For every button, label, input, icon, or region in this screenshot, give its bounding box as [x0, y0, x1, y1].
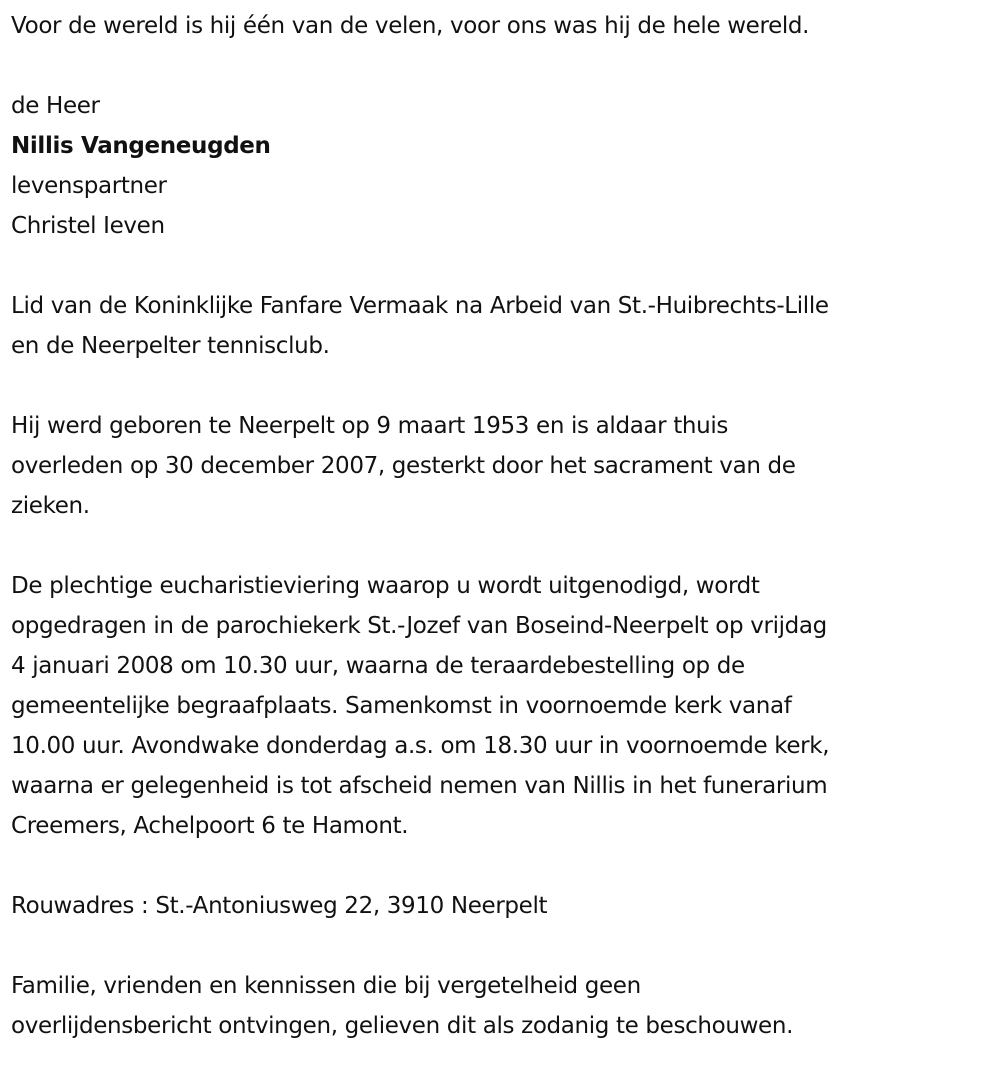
ceremony-line: De plechtige eucharistieviering waarop u wordt uitgenodigd, wordt	[11, 573, 760, 599]
spacer	[11, 846, 993, 886]
spacer	[11, 526, 993, 566]
motto-text: Voor de wereld is hij één van de velen, voor ons was hij de hele wereld.	[11, 13, 810, 39]
membership-line: en de Neerpelter tennisclub.	[11, 333, 330, 359]
membership-paragraph	[11, 286, 993, 366]
closing-line: Familie, vrienden en kennissen die bij vergetelheid geen	[11, 973, 641, 999]
spacer	[11, 46, 993, 86]
birth-death-line: Hij werd geboren te Neerpelt op 9 maart 1953 en is aldaar thuis	[11, 413, 729, 439]
closing-paragraph	[11, 966, 993, 1046]
spacer	[11, 926, 993, 966]
spacer	[11, 246, 993, 286]
birth-death-paragraph	[11, 406, 993, 526]
birth-death-line: overleden op 30 december 2007, gesterkt door het sacrament van de	[11, 453, 796, 479]
ceremony-line: waarna er gelegenheid is tot afscheid nemen van Nillis in het funerarium	[11, 773, 828, 799]
spacer	[11, 366, 993, 406]
obituary-document	[11, 6, 993, 1046]
relation-label: levenspartner	[11, 173, 167, 199]
mourning-address: Rouwadres : St.-Antoniusweg 22, 3910 Neerpelt	[11, 893, 548, 919]
honorific: de Heer	[11, 93, 100, 119]
closing-line: overlijdensbericht ontvingen, gelieven dit als zodanig te beschouwen.	[11, 1013, 794, 1039]
ceremony-line: gemeentelijke begraafplaats. Samenkomst in voornoemde kerk vanaf	[11, 693, 792, 719]
partner-name: Christel Ieven	[11, 213, 165, 239]
deceased-name: Nillis Vangeneugden	[11, 133, 271, 159]
birth-death-line: zieken.	[11, 493, 90, 519]
ceremony-line: 10.00 uur. Avondwake donderdag a.s. om 18.30 uur in voornoemde kerk,	[11, 733, 830, 759]
ceremony-line: opgedragen in de parochiekerk St.-Jozef van Boseind-Neerpelt op vrijdag	[11, 613, 827, 639]
membership-line: Lid van de Koninklijke Fanfare Vermaak na Arbeid van St.-Huibrechts-Lille	[11, 293, 829, 319]
ceremony-line: Creemers, Achelpoort 6 te Hamont.	[11, 813, 409, 839]
ceremony-line: 4 januari 2008 om 10.30 uur, waarna de teraardebestelling op de	[11, 653, 745, 679]
ceremony-paragraph	[11, 566, 993, 846]
